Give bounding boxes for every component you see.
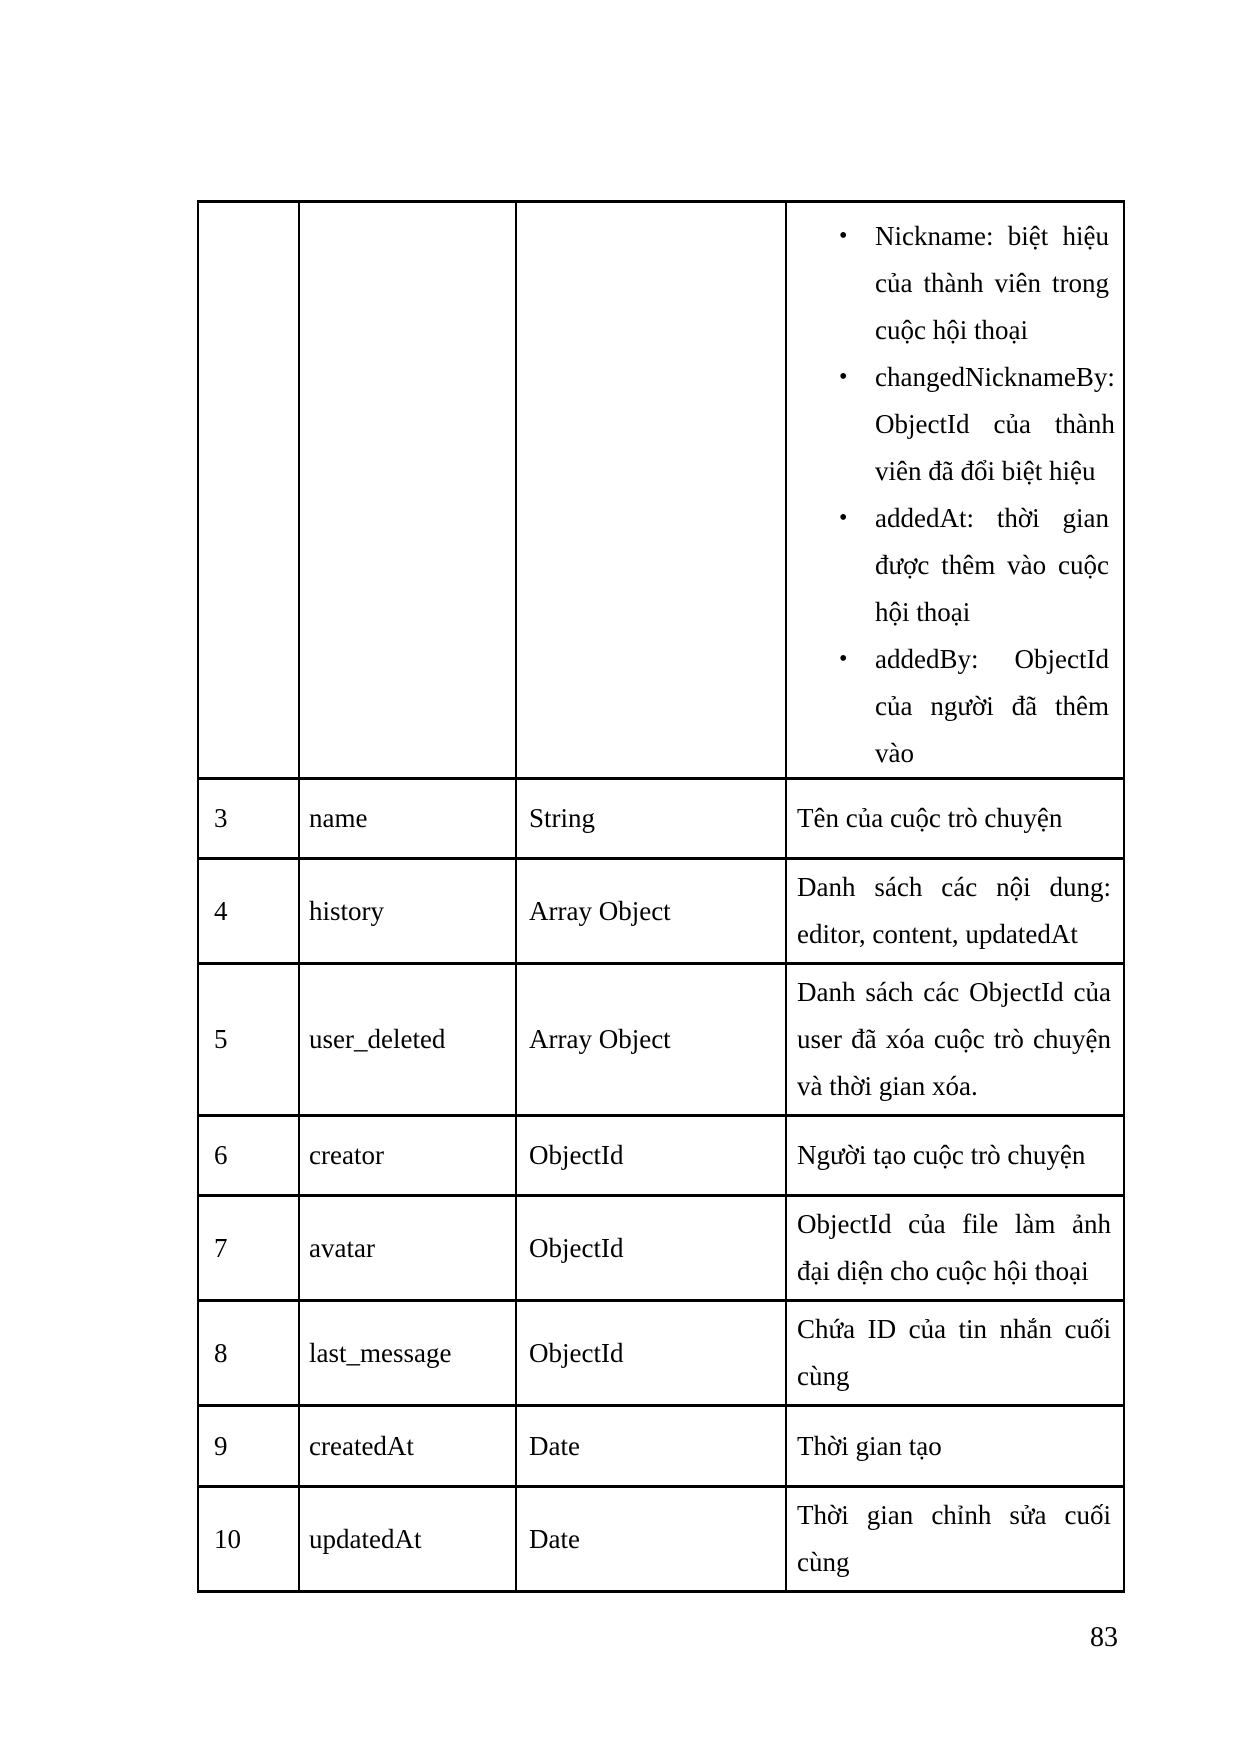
list-item xyxy=(787,495,1109,636)
bullet-item-text: Nickname: biệt hiệu của thành viên trong cuộc hội thoại xyxy=(875,221,1109,345)
cell-description xyxy=(786,202,1124,779)
cell-field: last_message xyxy=(299,1301,516,1406)
bullet-item-text: addedAt: thời gian được thêm vào cuộc hội thoại xyxy=(875,503,1109,627)
cell-num: 10 xyxy=(198,1487,299,1592)
cell-num: 6 xyxy=(198,1116,299,1196)
cell-field xyxy=(299,202,516,779)
bullet-icon: • xyxy=(839,505,848,531)
cell-type xyxy=(516,202,786,779)
cell-description: Danh sách các nội dung: editor, content, updatedAt xyxy=(786,859,1124,964)
attribute-bullet-list xyxy=(787,213,1115,777)
cell-num: 8 xyxy=(198,1301,299,1406)
bullet-icon: • xyxy=(839,223,848,249)
table-row xyxy=(198,964,1124,1116)
cell-description: Tên của cuộc trò chuyện xyxy=(786,779,1124,859)
cell-type: Date xyxy=(516,1487,786,1592)
table-row xyxy=(198,1487,1124,1592)
table-row xyxy=(198,1301,1124,1406)
table-row xyxy=(198,1116,1124,1196)
bullet-icon: • xyxy=(839,646,848,672)
table-row-continuation xyxy=(198,202,1124,779)
cell-type: Date xyxy=(516,1406,786,1487)
list-item xyxy=(787,213,1109,354)
cell-description: ObjectId của file làm ảnh đại diện cho cuộc hội thoại xyxy=(786,1196,1124,1301)
cell-num xyxy=(198,202,299,779)
cell-num: 7 xyxy=(198,1196,299,1301)
cell-description: Người tạo cuộc trò chuyện xyxy=(786,1116,1124,1196)
list-item xyxy=(787,636,1109,777)
schema-table xyxy=(197,200,1125,1593)
cell-field: createdAt xyxy=(299,1406,516,1487)
cell-type: Array Object xyxy=(516,859,786,964)
page-number: 83 xyxy=(1090,1622,1118,1653)
cell-description: Thời gian chỉnh sửa cuối cùng xyxy=(786,1487,1124,1592)
cell-type: ObjectId xyxy=(516,1196,786,1301)
table-row xyxy=(198,859,1124,964)
cell-description: Danh sách các ObjectId của user đã xóa cuộc trò chuyện và thời gian xóa. xyxy=(786,964,1124,1116)
cell-field: name xyxy=(299,779,516,859)
table-row xyxy=(198,1406,1124,1487)
cell-field: creator xyxy=(299,1116,516,1196)
list-item xyxy=(787,354,1115,495)
cell-num: 9 xyxy=(198,1406,299,1487)
cell-field: avatar xyxy=(299,1196,516,1301)
bullet-icon: • xyxy=(839,364,848,390)
cell-num: 3 xyxy=(198,779,299,859)
cell-type: String xyxy=(516,779,786,859)
bullet-item-text: addedBy: ObjectId của người đã thêm vào xyxy=(875,644,1109,768)
cell-field: user_deleted xyxy=(299,964,516,1116)
table-row xyxy=(198,1196,1124,1301)
cell-type: ObjectId xyxy=(516,1301,786,1406)
cell-field: history xyxy=(299,859,516,964)
cell-type: Array Object xyxy=(516,964,786,1116)
cell-type: ObjectId xyxy=(516,1116,786,1196)
cell-description: Chứa ID của tin nhắn cuối cùng xyxy=(786,1301,1124,1406)
cell-num: 5 xyxy=(198,964,299,1116)
cell-field: updatedAt xyxy=(299,1487,516,1592)
cell-description: Thời gian tạo xyxy=(786,1406,1124,1487)
bullet-item-text: changedNicknameBy: ObjectId của thành viên đã đổi biệt hiệu xyxy=(875,362,1115,486)
cell-num: 4 xyxy=(198,859,299,964)
table-row xyxy=(198,779,1124,859)
